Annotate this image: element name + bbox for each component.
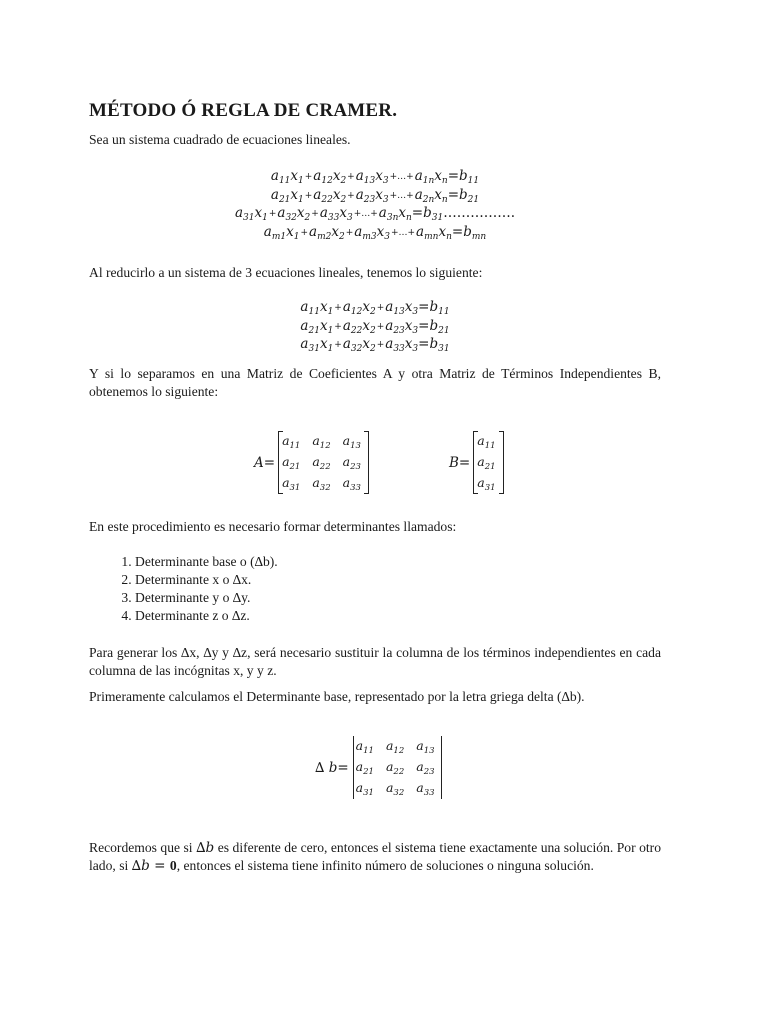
- determinant-list: [89, 553, 278, 625]
- matrix-b-label: B=: [449, 454, 471, 471]
- separate-paragraph: Y si lo separamos en una Matriz de Coeficientes A y otra Matriz de Términos Independientes B, obtenemos lo siguiente:: [89, 366, 661, 399]
- general-system-equations: [89, 167, 661, 241]
- closing-delta-eq: ∆b =: [131, 858, 170, 874]
- three-equation-system: [89, 298, 661, 354]
- first-paragraph: Primeramente calculamos el Determinante base, representado por la letra griega delta (∆b).: [89, 689, 585, 704]
- matrix-b: [449, 431, 504, 494]
- delta-b-body: $a_{11}$ $a_{12}$ $a_{13}$ $a_{21}$ $a_{22}$ $a_{23}$ $a_{31}$ $a_{32}$ $a_{33}$: [352, 736, 443, 799]
- list-item: 3. Determinante y o ∆y.: [135, 589, 278, 607]
- list-item: 2. Determinante x o ∆x.: [135, 571, 278, 589]
- delta-b-determinant: [315, 736, 443, 799]
- equation-row-3: $a_{31}x_1+a_{32}x_2+a_{33}x_3+\dots+a_{3n}x_n=b_{31}\dots\dots\dots\dots\dots$.: [234, 205, 516, 223]
- equation-row-m: $a_{m1}x_1+a_{m2}x_2+a_{m3}x_3+\dots+a_{mn}x_n=b_{mn}$: [263, 223, 487, 242]
- reduce-paragraph: Al reducirlo a un sistema de 3 ecuaciones lineales, tenemos lo siguiente:: [89, 265, 483, 280]
- system3-row-3: $a_{31}x_1+a_{32}x_2+a_{33}x_3=b_{31}$: [300, 336, 450, 354]
- list-item: 1. Determinante base o (∆b).: [135, 553, 278, 571]
- equation-row-3-ellipsis: …………….: [443, 205, 516, 221]
- list-item: 4. Determinante z o ∆z.: [135, 607, 278, 625]
- intro-paragraph: Sea un sistema cuadrado de ecuaciones lineales.: [89, 132, 351, 147]
- closing-paragraph: Recordemos que si ∆b es diferente de cero, entonces el sistema tiene exactamente una solución. Por otro lado, si ∆b = 0, entonces el sistema tiene infinito número de soluciones o ninguna solución.: [89, 840, 661, 874]
- equation-row-2: $a_{21}x_1+a_{22}x_2+a_{23}x_3+\dots+a_{2n}x_n=b_{21}$: [270, 186, 480, 205]
- matrix-a-label: A=: [254, 454, 276, 471]
- page-title: MÉTODO Ó REGLA DE CRAMER.: [89, 100, 398, 121]
- matrix-a-body: $a_{11}$ $a_{12}$ $a_{13}$ $a_{21}$ $a_{22}$ $a_{23}$ $a_{31}$ $a_{32}$ $a_{33}$: [278, 431, 369, 494]
- delta-b-label: ∆ b=: [315, 759, 349, 776]
- equation-row-1: $a_{11}x_1+a_{12}x_2+a_{13}x_3+\dots+a_{1n}x_n=b_{11}$: [270, 168, 480, 186]
- closing-zero: 0: [169, 858, 177, 873]
- generate-paragraph: Para generar los ∆x, ∆y y ∆z, será necesario sustituir la columna de los términos independientes en cada columna de las incógnitas x, y y z.: [89, 645, 661, 678]
- system3-row-1: $a_{11}x_1+a_{12}x_2+a_{13}x_3=b_{11}$: [300, 299, 450, 317]
- matrix-a: [254, 431, 369, 494]
- closing-delta-b: ∆b: [196, 840, 215, 856]
- system3-row-2: $a_{21}x_1+a_{22}x_2+a_{23}x_3=b_{21}$: [300, 317, 450, 336]
- matrix-b-body: $a_{11}$ $a_{21}$ $a_{31}$: [473, 431, 503, 494]
- procedure-paragraph: En este procedimiento es necesario formar determinantes llamados:: [89, 519, 457, 534]
